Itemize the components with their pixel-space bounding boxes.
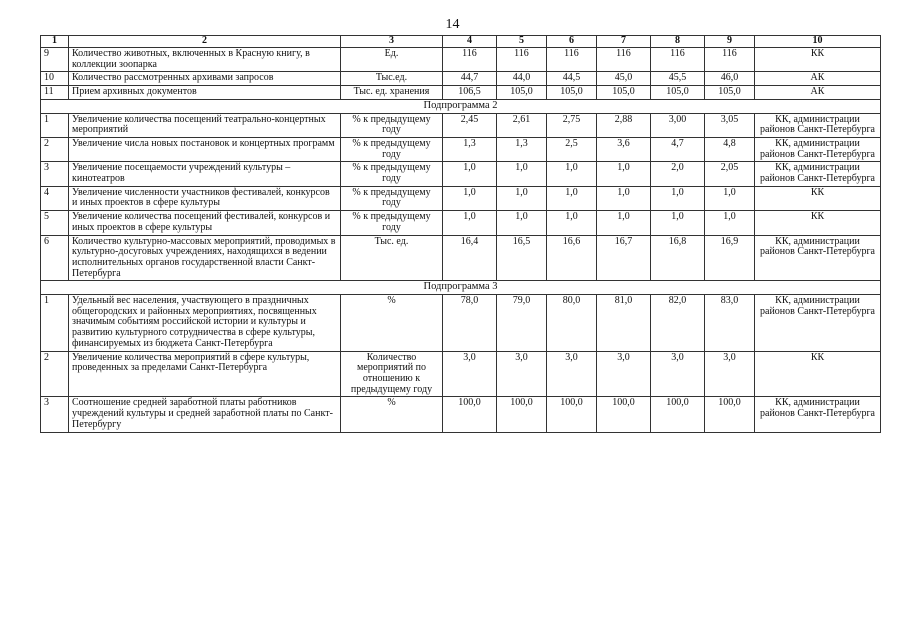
year-value: 3,0 [547, 351, 597, 397]
unit-of-measure: Тыс. ед. [341, 235, 443, 281]
year-value: 3,05 [705, 113, 755, 137]
column-header: 10 [755, 36, 881, 48]
year-value: 3,6 [597, 137, 651, 161]
year-value: 1,0 [597, 162, 651, 186]
year-value: 44,7 [443, 72, 497, 86]
unit-of-measure: % к предыдущему году [341, 113, 443, 137]
year-value: 1,0 [651, 211, 705, 235]
year-value: 44,0 [497, 72, 547, 86]
year-value: 1,0 [497, 186, 547, 210]
year-value: 78,0 [443, 295, 497, 352]
row-number: 10 [41, 72, 69, 86]
unit-of-measure: Количество мероприятий по отношению к предыдущему году [341, 351, 443, 397]
row-number: 1 [41, 113, 69, 137]
column-header: 5 [497, 36, 547, 48]
unit-of-measure: % [341, 295, 443, 352]
year-value: 16,4 [443, 235, 497, 281]
year-value: 3,00 [651, 113, 705, 137]
responsible-body: КК [755, 48, 881, 72]
indicator-name: Количество рассмотренных архивами запросов [69, 72, 341, 86]
responsible-body: КК [755, 211, 881, 235]
year-value: 3,0 [705, 351, 755, 397]
year-value: 16,7 [597, 235, 651, 281]
unit-of-measure: % [341, 397, 443, 432]
year-value: 46,0 [705, 72, 755, 86]
responsible-body: КК, администрации районов Санкт-Петербурга [755, 397, 881, 432]
section-header-row [41, 281, 881, 295]
responsible-body: КК [755, 351, 881, 397]
year-value: 100,0 [443, 397, 497, 432]
unit-of-measure: % к предыдущему году [341, 211, 443, 235]
unit-of-measure: % к предыдущему году [341, 137, 443, 161]
column-header: 9 [705, 36, 755, 48]
year-value: 1,3 [497, 137, 547, 161]
year-value: 1,0 [547, 186, 597, 210]
year-value: 105,0 [705, 86, 755, 100]
year-value: 1,0 [597, 186, 651, 210]
row-number: 2 [41, 351, 69, 397]
year-value: 4,7 [651, 137, 705, 161]
year-value: 44,5 [547, 72, 597, 86]
year-value: 4,8 [705, 137, 755, 161]
unit-of-measure: Тыс.ед. [341, 72, 443, 86]
responsible-body: КК, администрации районов Санкт-Петербурга [755, 295, 881, 352]
year-value: 45,5 [651, 72, 705, 86]
year-value: 82,0 [651, 295, 705, 352]
year-value: 100,0 [497, 397, 547, 432]
table-row [41, 86, 881, 100]
year-value: 116 [597, 48, 651, 72]
unit-of-measure: Ед. [341, 48, 443, 72]
year-value: 1,0 [705, 211, 755, 235]
year-value: 3,0 [497, 351, 547, 397]
year-value: 105,0 [497, 86, 547, 100]
table-row [41, 72, 881, 86]
year-value: 16,5 [497, 235, 547, 281]
indicator-name: Количество животных, включенных в Красную книгу, в коллекции зоопарка [69, 48, 341, 72]
year-value: 1,0 [597, 211, 651, 235]
table-body [41, 48, 881, 433]
row-number: 3 [41, 397, 69, 432]
indicator-name: Увеличение численности участников фестивалей, конкурсов и иных проектов в сфере культуры [69, 186, 341, 210]
indicator-name: Соотношение средней заработной платы работников учреждений культуры и средней заработной платы по Санкт-Петербургу [69, 397, 341, 432]
responsible-body: КК, администрации районов Санкт-Петербурга [755, 235, 881, 281]
indicator-name: Увеличение количества посещений фестивалей, конкурсов и иных проектов в сфере культуры [69, 211, 341, 235]
indicator-name: Увеличение посещаемости учреждений культуры – кинотеатров [69, 162, 341, 186]
column-header: 3 [341, 36, 443, 48]
column-header: 4 [443, 36, 497, 48]
year-value: 1,0 [497, 162, 547, 186]
year-value: 1,0 [443, 186, 497, 210]
row-number: 11 [41, 86, 69, 100]
year-value: 1,3 [443, 137, 497, 161]
responsible-body: КК [755, 186, 881, 210]
table-row [41, 186, 881, 210]
year-value: 2,05 [705, 162, 755, 186]
unit-of-measure: Тыс. ед. хранения [341, 86, 443, 100]
responsible-body: КК, администрации районов Санкт-Петербурга [755, 113, 881, 137]
row-number: 9 [41, 48, 69, 72]
year-value: 106,5 [443, 86, 497, 100]
year-value: 1,0 [443, 162, 497, 186]
year-value: 2,5 [547, 137, 597, 161]
table-row [41, 235, 881, 281]
year-value: 2,45 [443, 113, 497, 137]
row-number: 3 [41, 162, 69, 186]
year-value: 3,0 [597, 351, 651, 397]
table-row [41, 162, 881, 186]
responsible-body: АК [755, 72, 881, 86]
year-value: 100,0 [547, 397, 597, 432]
year-value: 80,0 [547, 295, 597, 352]
year-value: 1,0 [497, 211, 547, 235]
section-title: Подпрограмма 2 [41, 99, 881, 113]
year-value: 2,0 [651, 162, 705, 186]
year-value: 100,0 [651, 397, 705, 432]
table-row [41, 295, 881, 352]
year-value: 1,0 [443, 211, 497, 235]
column-header: 7 [597, 36, 651, 48]
indicators-table [40, 35, 881, 433]
responsible-body: КК, администрации районов Санкт-Петербурга [755, 137, 881, 161]
year-value: 116 [443, 48, 497, 72]
row-number: 4 [41, 186, 69, 210]
column-header: 8 [651, 36, 705, 48]
indicator-name: Количество культурно-массовых мероприятий, проводимых в культурно-досуговых учреждениях, находящихся в ведении исполнительных органов государственной власти Санкт-Петербурга [69, 235, 341, 281]
year-value: 2,75 [547, 113, 597, 137]
year-value: 83,0 [705, 295, 755, 352]
unit-of-measure: % к предыдущему году [341, 186, 443, 210]
year-value: 100,0 [597, 397, 651, 432]
year-value: 81,0 [597, 295, 651, 352]
indicator-name: Прием архивных документов [69, 86, 341, 100]
page-number: 14 [445, 17, 460, 32]
year-value: 16,6 [547, 235, 597, 281]
year-value: 105,0 [547, 86, 597, 100]
year-value: 116 [497, 48, 547, 72]
row-number: 1 [41, 295, 69, 352]
table-row [41, 113, 881, 137]
year-value: 1,0 [705, 186, 755, 210]
column-header: 2 [69, 36, 341, 48]
table-row [41, 397, 881, 432]
year-value: 1,0 [547, 211, 597, 235]
responsible-body: АК [755, 86, 881, 100]
unit-of-measure: % к предыдущему году [341, 162, 443, 186]
indicator-name: Увеличение количества посещений театрально-концертных мероприятий [69, 113, 341, 137]
year-value: 16,8 [651, 235, 705, 281]
year-value: 116 [705, 48, 755, 72]
year-value: 3,0 [651, 351, 705, 397]
year-value: 1,0 [651, 186, 705, 210]
table-row [41, 48, 881, 72]
year-value: 2,61 [497, 113, 547, 137]
column-header: 6 [547, 36, 597, 48]
indicator-name: Удельный вес населения, участвующего в праздничных общегородских и районных мероприятиях, посвященных значимым событиям российской истории и культуры и развитию культурного сотрудничества в сфере культуры, финансируемых из бюджета Санкт-Петербурга [69, 295, 341, 352]
row-number: 2 [41, 137, 69, 161]
year-value: 45,0 [597, 72, 651, 86]
year-value: 105,0 [651, 86, 705, 100]
indicator-name: Увеличение числа новых постановок и концертных программ [69, 137, 341, 161]
indicator-name: Увеличение количества мероприятий в сфере культуры, проведенных за пределами Санкт-Петербурга [69, 351, 341, 397]
year-value: 116 [547, 48, 597, 72]
responsible-body: КК, администрации районов Санкт-Петербурга [755, 162, 881, 186]
year-value: 3,0 [443, 351, 497, 397]
year-value: 79,0 [497, 295, 547, 352]
table-row [41, 351, 881, 397]
table-row [41, 211, 881, 235]
table-header-row [41, 36, 881, 48]
row-number: 6 [41, 235, 69, 281]
row-number: 5 [41, 211, 69, 235]
section-header-row [41, 99, 881, 113]
year-value: 100,0 [705, 397, 755, 432]
year-value: 116 [651, 48, 705, 72]
section-title: Подпрограмма 3 [41, 281, 881, 295]
year-value: 105,0 [597, 86, 651, 100]
year-value: 2,88 [597, 113, 651, 137]
year-value: 16,9 [705, 235, 755, 281]
year-value: 1,0 [547, 162, 597, 186]
column-header: 1 [41, 36, 69, 48]
table-row [41, 137, 881, 161]
